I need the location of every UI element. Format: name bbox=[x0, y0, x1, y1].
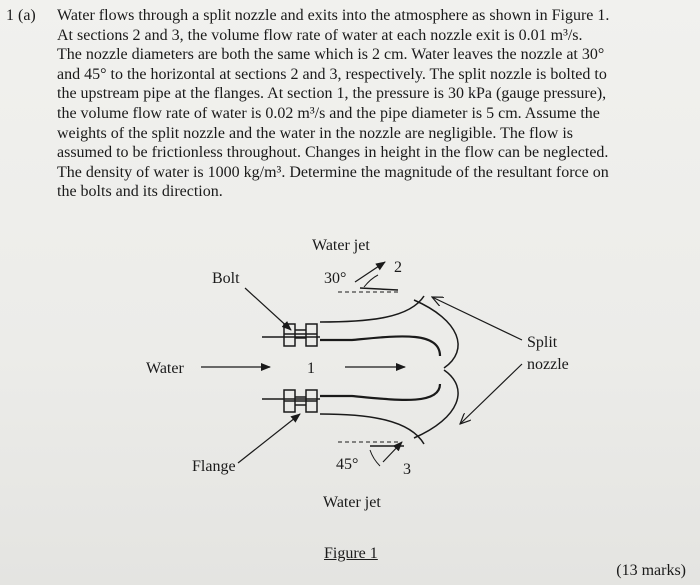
label-angle-30: 30° bbox=[324, 270, 347, 287]
question-line: weights of the split nozzle and the water in the nozzle are negligible. The flow is bbox=[57, 124, 573, 142]
label-nozzle: nozzle bbox=[527, 356, 569, 373]
flange-leader bbox=[238, 414, 300, 463]
marks-label: (13 marks) bbox=[616, 562, 686, 579]
water-jet-2-arrow bbox=[355, 262, 385, 282]
question-line: the volume flow rate of water is 0.02 m³/s and the pipe diameter is 5 cm. Assume the bbox=[57, 104, 600, 122]
split-nozzle-leader-down bbox=[460, 364, 522, 424]
figure-caption: Figure 1 bbox=[324, 545, 378, 562]
bolt-leader bbox=[245, 288, 291, 330]
nozzle-outer-lower bbox=[320, 414, 424, 444]
question-line: the bolts and its direction. bbox=[57, 183, 223, 201]
exit-2-lip bbox=[360, 288, 398, 290]
question-line: assumed to be frictionless throughout. Changes in height in the flow can be neglected. bbox=[57, 144, 609, 162]
nozzle-outer-upper bbox=[320, 296, 424, 322]
question-line: The nozzle diameters are both the same which is 2 cm. Water leaves the nozzle at 30° bbox=[57, 46, 605, 64]
question-line: Water flows through a split nozzle and exits into the atmosphere as shown in Figure 1. bbox=[57, 7, 610, 24]
label-flange: Flange bbox=[192, 458, 236, 475]
splitter-lower-curve bbox=[414, 370, 458, 438]
flange-top-left bbox=[284, 324, 295, 346]
label-water-jet-bottom: Water jet bbox=[323, 494, 381, 511]
label-section-1: 1 bbox=[307, 360, 315, 377]
water-jet-3-arrow bbox=[383, 442, 402, 462]
nozzle-inner-lower bbox=[320, 384, 440, 400]
question-line: and 45° to the horizontal at sections 2 and 3, respectively. The split nozzle is bolted to bbox=[57, 65, 607, 83]
question-line: At sections 2 and 3, the volume flow rate of water at each nozzle exit is 0.01 m³/s. bbox=[57, 26, 583, 44]
label-bolt: Bolt bbox=[212, 270, 240, 287]
question-line: the upstream pipe at the flanges. At section 1, the pressure is 30 kPa (gauge pressure), bbox=[57, 85, 607, 103]
splitter-upper-curve bbox=[414, 300, 458, 368]
angle-arc-45 bbox=[370, 450, 380, 466]
angle-arc-30 bbox=[364, 275, 378, 287]
split-nozzle-leader-up bbox=[432, 297, 522, 340]
label-water: Water bbox=[146, 360, 184, 377]
label-section-3: 3 bbox=[403, 461, 411, 478]
flange-top-right bbox=[306, 324, 317, 346]
question-number: 1 (a) bbox=[6, 7, 36, 24]
label-angle-45: 45° bbox=[336, 456, 359, 473]
label-section-2: 2 bbox=[394, 259, 402, 276]
question-line: The density of water is 1000 kg/m³. Determine the magnitude of the resultant force on bbox=[57, 163, 609, 181]
label-split: Split bbox=[527, 334, 558, 351]
label-water-jet-top: Water jet bbox=[312, 237, 370, 254]
nozzle-inner-upper bbox=[320, 336, 440, 356]
